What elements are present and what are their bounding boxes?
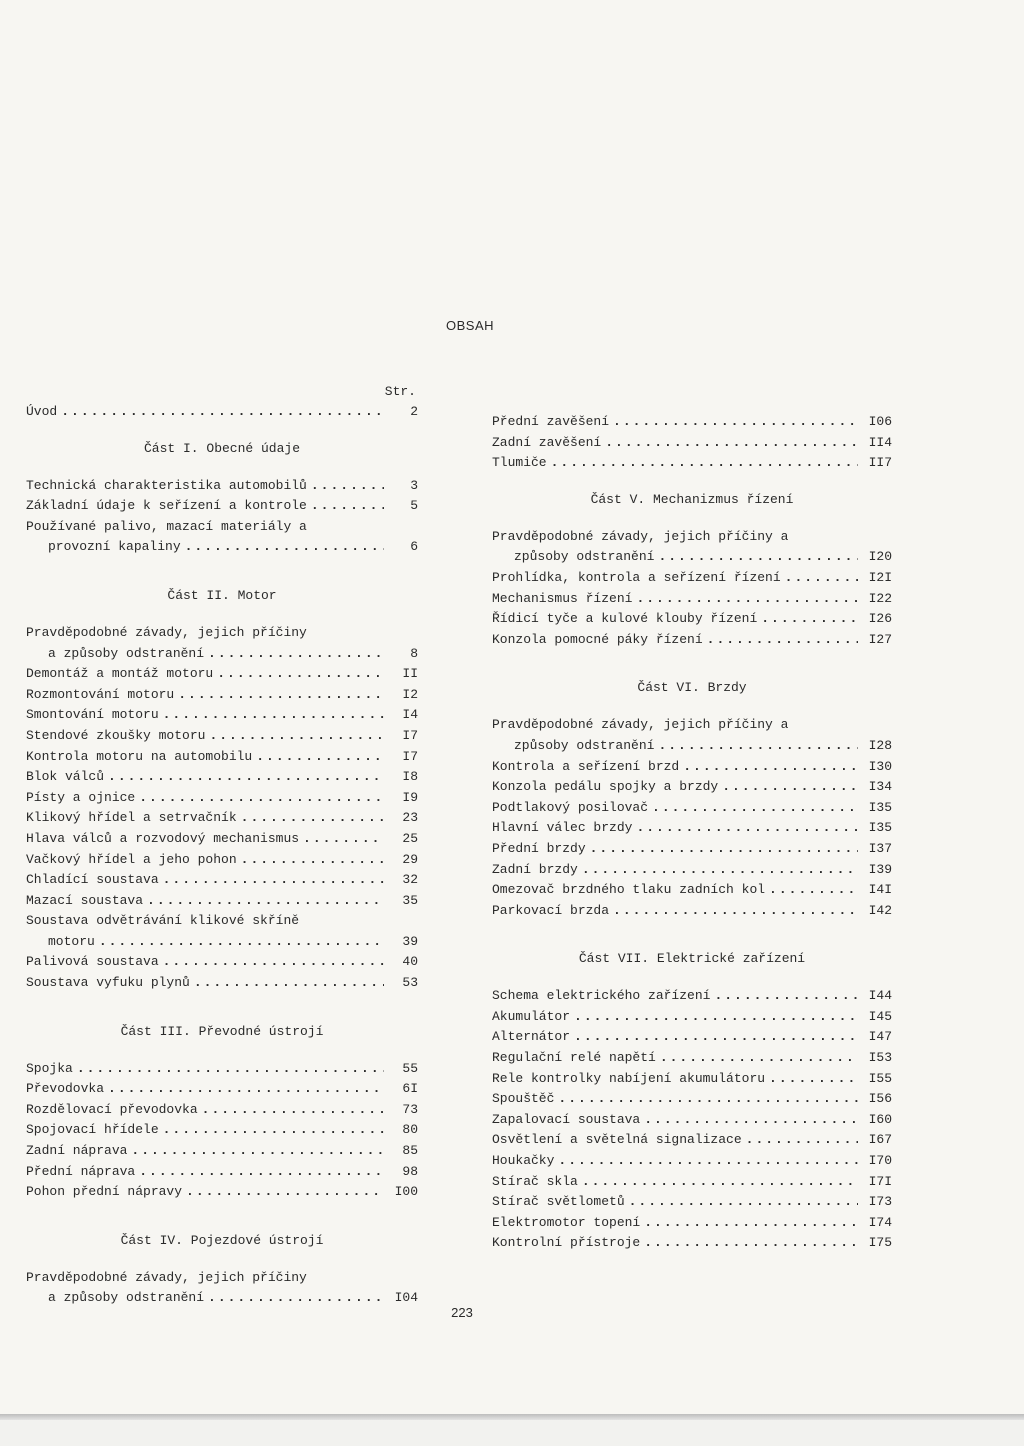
toc-entry-page: 8 <box>410 645 418 661</box>
toc-entry-label: Chladící soustava <box>26 872 159 888</box>
toc-entry-label: provozní kapaliny <box>48 539 181 555</box>
dot-leader <box>139 788 384 809</box>
toc-entry <box>492 1192 892 1213</box>
toc-entry-page: I73 <box>868 1194 892 1210</box>
dot-leader <box>178 685 384 706</box>
toc-entry-page: I27 <box>868 631 892 647</box>
toc-entry <box>26 1162 418 1183</box>
toc-entry-page: I55 <box>868 1070 892 1086</box>
toc-entry-label: Kontrola motoru na automobilu <box>26 748 253 764</box>
toc-entry <box>492 527 892 548</box>
toc-entry-label: Hlavní válec brzdy <box>492 820 633 836</box>
toc-entry-page: I9 <box>402 789 418 805</box>
toc-entry <box>492 1069 892 1090</box>
toc-entry-label: Rele kontrolky nabíjení akumulátoru <box>492 1070 766 1086</box>
toc-entry-label: Kontrolní přístroje <box>492 1235 641 1251</box>
section-spacer <box>492 650 892 662</box>
section-spacer <box>26 1203 418 1215</box>
dot-leader <box>644 1110 858 1131</box>
toc-entry-label: Spojovací hřídele <box>26 1122 159 1138</box>
dot-leader <box>311 496 384 517</box>
toc-entry-page: 73 <box>402 1101 418 1117</box>
dot-leader <box>644 1213 858 1234</box>
toc-entry-label: Přední brzdy <box>492 840 586 856</box>
toc-entry <box>492 818 892 839</box>
toc-entry-page: 32 <box>402 872 418 888</box>
toc-entry <box>26 911 418 932</box>
toc-entry <box>26 1268 418 1289</box>
dot-leader <box>208 644 384 665</box>
toc-entry <box>492 568 892 589</box>
toc-entry-label: a způsoby odstranění <box>48 1290 205 1306</box>
toc-entry-label: Podtlakový posilovač <box>492 799 649 815</box>
toc-entry <box>26 870 418 891</box>
dot-leader <box>77 1059 384 1080</box>
toc-entry-label: Používané palivo, mazací materiály a <box>26 518 307 534</box>
toc-entry-label: Zadní zavěšení <box>492 434 602 450</box>
toc-entry <box>492 986 892 1007</box>
dot-leader <box>61 402 384 423</box>
dot-leader <box>558 1089 858 1110</box>
toc-entry-label: Houkačky <box>492 1153 555 1169</box>
toc-entry-page: I4 <box>402 707 418 723</box>
dot-leader <box>658 736 858 757</box>
toc-entry-page: I75 <box>868 1235 892 1251</box>
toc-entry <box>26 705 418 726</box>
toc-entry-page: I4I <box>868 882 892 898</box>
toc-entry <box>26 829 418 850</box>
toc-entry <box>26 517 418 538</box>
toc-entry-page: I42 <box>868 902 892 918</box>
dot-leader <box>194 973 384 994</box>
toc-entry <box>492 1172 892 1193</box>
toc-entry <box>492 1048 892 1069</box>
toc-entry-page: 35 <box>402 892 418 908</box>
toc-entry <box>492 547 892 568</box>
toc-entry <box>492 757 892 778</box>
toc-entry-label: Soustava vyfuku plynů <box>26 975 190 991</box>
toc-left-column <box>26 384 418 1321</box>
toc-entry-label: Osvětlení a světelná signalizace <box>492 1132 742 1148</box>
toc-entry-page: I70 <box>868 1153 892 1169</box>
toc-entry-page: 53 <box>402 975 418 991</box>
toc-entry <box>26 623 418 644</box>
dot-leader <box>605 433 858 454</box>
dot-leader <box>163 870 384 891</box>
toc-right-top-entries <box>492 412 892 474</box>
toc-entry <box>492 860 892 881</box>
dot-leader <box>613 901 858 922</box>
toc-entry-label: Stírač světlometů <box>492 1194 625 1210</box>
toc-entry <box>492 630 892 651</box>
toc-entry <box>26 1182 418 1203</box>
toc-entry-page: 85 <box>402 1143 418 1159</box>
page-title: OBSAH <box>445 318 494 333</box>
toc-entry-page: I26 <box>868 611 892 627</box>
dot-leader <box>186 1182 384 1203</box>
toc-entry <box>26 808 418 829</box>
toc-entry-label: Omezovač brzdného tlaku zadních kol <box>492 882 766 898</box>
dot-leader <box>558 1151 858 1172</box>
dot-leader <box>131 1141 384 1162</box>
toc-entry-page: I00 <box>394 1184 418 1200</box>
toc-entry-label: Pravděpodobné závady, jejich příčiny a <box>492 528 789 544</box>
toc-entry-page: I20 <box>868 549 892 565</box>
dot-leader <box>256 747 384 768</box>
toc-entry-page: 25 <box>402 830 418 846</box>
toc-entry-label: Pravděpodobné závady, jejich příčiny <box>26 1269 307 1285</box>
dot-leader <box>582 1172 858 1193</box>
toc-entry-page: I56 <box>868 1091 892 1107</box>
toc-entry-page: 3 <box>410 477 418 493</box>
toc-entry-label: Rozmontování motoru <box>26 686 175 702</box>
dot-leader <box>241 850 384 871</box>
toc-entry <box>26 1079 418 1100</box>
toc-entry-label: Klikový hřídel a setrvačník <box>26 810 237 826</box>
toc-entry-label: Prohlídka, kontrola a seřízení řízení <box>492 569 781 585</box>
dot-leader <box>139 1162 384 1183</box>
toc-entry-page: I67 <box>868 1132 892 1148</box>
toc-entry <box>26 476 418 497</box>
toc-entry-page: 98 <box>402 1163 418 1179</box>
toc-entry <box>26 685 418 706</box>
toc-entry <box>492 901 892 922</box>
toc-entry <box>26 644 418 665</box>
toc-entry-label: Schema elektrického zařízení <box>492 988 711 1004</box>
section-spacer <box>26 994 418 1006</box>
dot-leader <box>746 1130 858 1151</box>
toc-entry <box>26 1120 418 1141</box>
toc-entry-page: I7I <box>868 1173 892 1189</box>
toc-entry-label: Převodovka <box>26 1081 105 1097</box>
toc-entry <box>492 1007 892 1028</box>
toc-entry-page: 5 <box>410 498 418 514</box>
dot-leader <box>574 1007 858 1028</box>
dot-leader <box>652 798 858 819</box>
dot-leader <box>147 891 384 912</box>
toc-entry <box>492 880 892 901</box>
toc-entry <box>492 1027 892 1048</box>
dot-leader <box>707 630 858 651</box>
toc-entry <box>492 1213 892 1234</box>
toc-entry-label: Stírač skla <box>492 1173 578 1189</box>
toc-entry-page: 2 <box>410 404 418 419</box>
toc-entry-label: Konzola pomocné páky řízení <box>492 631 703 647</box>
dot-leader <box>761 609 858 630</box>
toc-entry-page: I44 <box>868 988 892 1004</box>
toc-entry-page: I60 <box>868 1111 892 1127</box>
toc-entry-label: Konzola pedálu spojky a brzdy <box>492 779 719 795</box>
toc-entry-label: Alternátor <box>492 1029 571 1045</box>
dot-leader <box>209 726 384 747</box>
toc-entry-page: I7 <box>402 748 418 764</box>
toc-entry-label: motoru <box>48 933 95 949</box>
toc-entry-label: Zadní náprava <box>26 1143 128 1159</box>
toc-entry <box>492 412 892 433</box>
toc-entry-page: II4 <box>868 434 892 450</box>
section-heading: Část I. Obecné údaje <box>143 440 301 456</box>
toc-entry-page: 55 <box>402 1060 418 1076</box>
toc-entry-label: Demontáž a montáž motoru <box>26 666 214 682</box>
dot-leader <box>108 1079 384 1100</box>
toc-entry-label: Palivová soustava <box>26 954 159 970</box>
toc-entry <box>26 952 418 973</box>
toc-entry-page: 29 <box>402 851 418 867</box>
toc-right-column <box>492 412 892 1266</box>
toc-entry-page: I45 <box>868 1008 892 1024</box>
toc-entry-page: 6 <box>410 539 418 555</box>
toc-entry-label: Parkovací brzda <box>492 902 610 918</box>
toc-entry-page: I06 <box>868 414 892 429</box>
dot-leader <box>202 1100 384 1121</box>
toc-entry-label: Elektromotor topení <box>492 1214 641 1230</box>
toc-entry-label: Mechanismus řízení <box>492 590 633 606</box>
dot-leader <box>714 986 858 1007</box>
dot-leader <box>574 1027 858 1048</box>
dot-leader <box>163 1120 384 1141</box>
toc-entry-label: Smontování motoru <box>26 707 159 723</box>
dot-leader <box>785 568 858 589</box>
toc-entry <box>492 1151 892 1172</box>
toc-entry <box>26 788 418 809</box>
dot-leader <box>551 453 858 474</box>
toc-entry <box>492 798 892 819</box>
toc-entry <box>26 1141 418 1162</box>
toc-entry <box>492 736 892 757</box>
toc-right-sections <box>492 492 892 1266</box>
toc-entry-label: Základní údaje k seřízení a kontrole <box>26 498 307 514</box>
toc-entry <box>26 726 418 747</box>
toc-entry-label: a způsoby odstranění <box>48 645 205 661</box>
toc-entry <box>492 1130 892 1151</box>
page-number: 223 <box>451 1305 473 1320</box>
dot-leader <box>769 880 858 901</box>
section-heading: Část VII. Elektrické zařízení <box>578 951 806 967</box>
dot-leader <box>658 547 858 568</box>
toc-entry-page: I04 <box>394 1290 418 1306</box>
toc-entry <box>492 839 892 860</box>
dot-leader <box>241 808 384 829</box>
dot-leader <box>660 1048 858 1069</box>
toc-entry-label: Pravděpodobné závady, jejich příčiny a <box>492 717 789 733</box>
dot-leader <box>644 1233 858 1254</box>
toc-entry <box>26 747 418 768</box>
section-heading: Část II. Motor <box>167 587 277 603</box>
toc-entry-label: Přední zavěšení <box>492 414 610 429</box>
section-heading: Část V. Mechanizmus řízení <box>590 491 794 507</box>
toc-entry <box>492 1233 892 1254</box>
dot-leader <box>163 705 384 726</box>
toc-entry-label: Stendové zkoušky motoru <box>26 727 206 743</box>
toc-entry-page: I8 <box>402 769 418 785</box>
toc-entry-label: Hlava válců a rozvodový mechanismus <box>26 830 300 846</box>
toc-entry-page: I39 <box>868 861 892 877</box>
toc-entry-label: Soustava odvětrávání klikové skříně <box>26 913 300 929</box>
toc-entry-page: I53 <box>868 1050 892 1066</box>
section-spacer <box>26 558 418 570</box>
section-spacer <box>492 1254 892 1266</box>
toc-entry <box>26 1100 418 1121</box>
toc-entry-page: I2I <box>868 569 892 585</box>
dot-leader <box>590 839 858 860</box>
dot-leader <box>108 767 384 788</box>
toc-entry-label: Zadní brzdy <box>492 861 578 877</box>
toc-entry-label: Technická charakteristika automobilů <box>26 477 307 493</box>
toc-entry-page: I30 <box>868 758 892 774</box>
dot-leader <box>613 412 858 433</box>
dot-leader <box>163 952 384 973</box>
toc-entry <box>492 1110 892 1131</box>
toc-entry-label: Rozdělovací převodovka <box>26 1101 198 1117</box>
section-heading: Část IV. Pojezdové ústrojí <box>120 1232 324 1248</box>
toc-entry-page: I22 <box>868 590 892 606</box>
toc-entry-label: Písty a ojnice <box>26 789 136 805</box>
dot-leader <box>99 932 384 953</box>
toc-entry-label: způsoby odstranění <box>514 549 655 565</box>
toc-entry-label: Pravděpodobné závady, jejich příčiny <box>26 624 307 640</box>
toc-entry-page: 39 <box>402 933 418 949</box>
toc-entry-page: I34 <box>868 779 892 795</box>
toc-entry-page: I2 <box>402 686 418 702</box>
toc-entry-page: I37 <box>868 840 892 856</box>
toc-entry-intro <box>26 402 418 423</box>
toc-entry-label: Úvod <box>26 404 58 419</box>
dot-leader <box>722 777 858 798</box>
dot-leader <box>636 589 858 610</box>
section-spacer <box>492 921 892 933</box>
toc-entry-label: Přední náprava <box>26 1163 136 1179</box>
toc-entry-page: I47 <box>868 1029 892 1045</box>
toc-entry <box>26 932 418 953</box>
toc-entry-label: Kontrola a seřízení brzd <box>492 758 680 774</box>
toc-entry-label: Blok válců <box>26 769 105 785</box>
toc-entry <box>26 537 418 558</box>
toc-entry <box>26 850 418 871</box>
scan-margin <box>0 1420 1024 1446</box>
toc-entry <box>492 589 892 610</box>
dot-leader <box>769 1069 858 1090</box>
toc-entry <box>26 1059 418 1080</box>
toc-entry <box>492 453 892 474</box>
dot-leader <box>636 818 858 839</box>
toc-entry-page: I28 <box>868 737 892 753</box>
toc-entry <box>492 433 892 454</box>
toc-entry-label: Mazací soustava <box>26 892 144 908</box>
toc-entry-label: Akumulátor <box>492 1008 571 1024</box>
toc-left-sections <box>26 441 418 1321</box>
dot-leader <box>217 664 384 685</box>
dot-leader <box>629 1192 858 1213</box>
toc-entry <box>492 777 892 798</box>
toc-entry <box>26 973 418 994</box>
toc-entry-label: Spojka <box>26 1060 73 1076</box>
section-heading: Část III. Převodné ústrojí <box>120 1023 324 1039</box>
toc-entry <box>26 891 418 912</box>
dot-leader <box>582 860 858 881</box>
toc-entry-page: II <box>402 666 418 682</box>
dot-leader <box>683 757 858 778</box>
toc-entry-page: 23 <box>402 810 418 826</box>
toc-entry-page: 40 <box>402 954 418 970</box>
toc-entry-label: způsoby odstranění <box>514 737 655 753</box>
toc-entry <box>26 496 418 517</box>
toc-entry-page: 80 <box>402 1122 418 1138</box>
toc-entry-label: Řídicí tyče a kulové klouby řízení <box>492 611 758 627</box>
toc-entry-label: Regulační relé napětí <box>492 1050 656 1066</box>
page-column-label: Str. <box>384 384 416 399</box>
dot-leader <box>303 829 384 850</box>
toc-entry <box>492 715 892 736</box>
dot-leader <box>311 476 384 497</box>
toc-entry <box>492 609 892 630</box>
toc-entry-page: I35 <box>868 820 892 836</box>
toc-entry-page: I7 <box>402 727 418 743</box>
toc-entry-page: II7 <box>868 455 892 471</box>
toc-entry-label: Pohon přední nápravy <box>26 1184 183 1200</box>
dot-leader <box>185 537 384 558</box>
toc-entry-page: 6I <box>402 1081 418 1097</box>
toc-entry <box>26 664 418 685</box>
toc-entry-label: Tlumiče <box>492 455 547 471</box>
toc-entry-label: Spouštěč <box>492 1091 555 1107</box>
toc-entry-label: Zapalovací soustava <box>492 1111 641 1127</box>
toc-entry-page: I74 <box>868 1214 892 1230</box>
toc-entry <box>492 1089 892 1110</box>
toc-entry-page: I35 <box>868 799 892 815</box>
toc-entry <box>26 767 418 788</box>
section-heading: Část VI. Brzdy <box>637 680 747 696</box>
toc-entry-label: Vačkový hřídel a jeho pohon <box>26 851 237 867</box>
